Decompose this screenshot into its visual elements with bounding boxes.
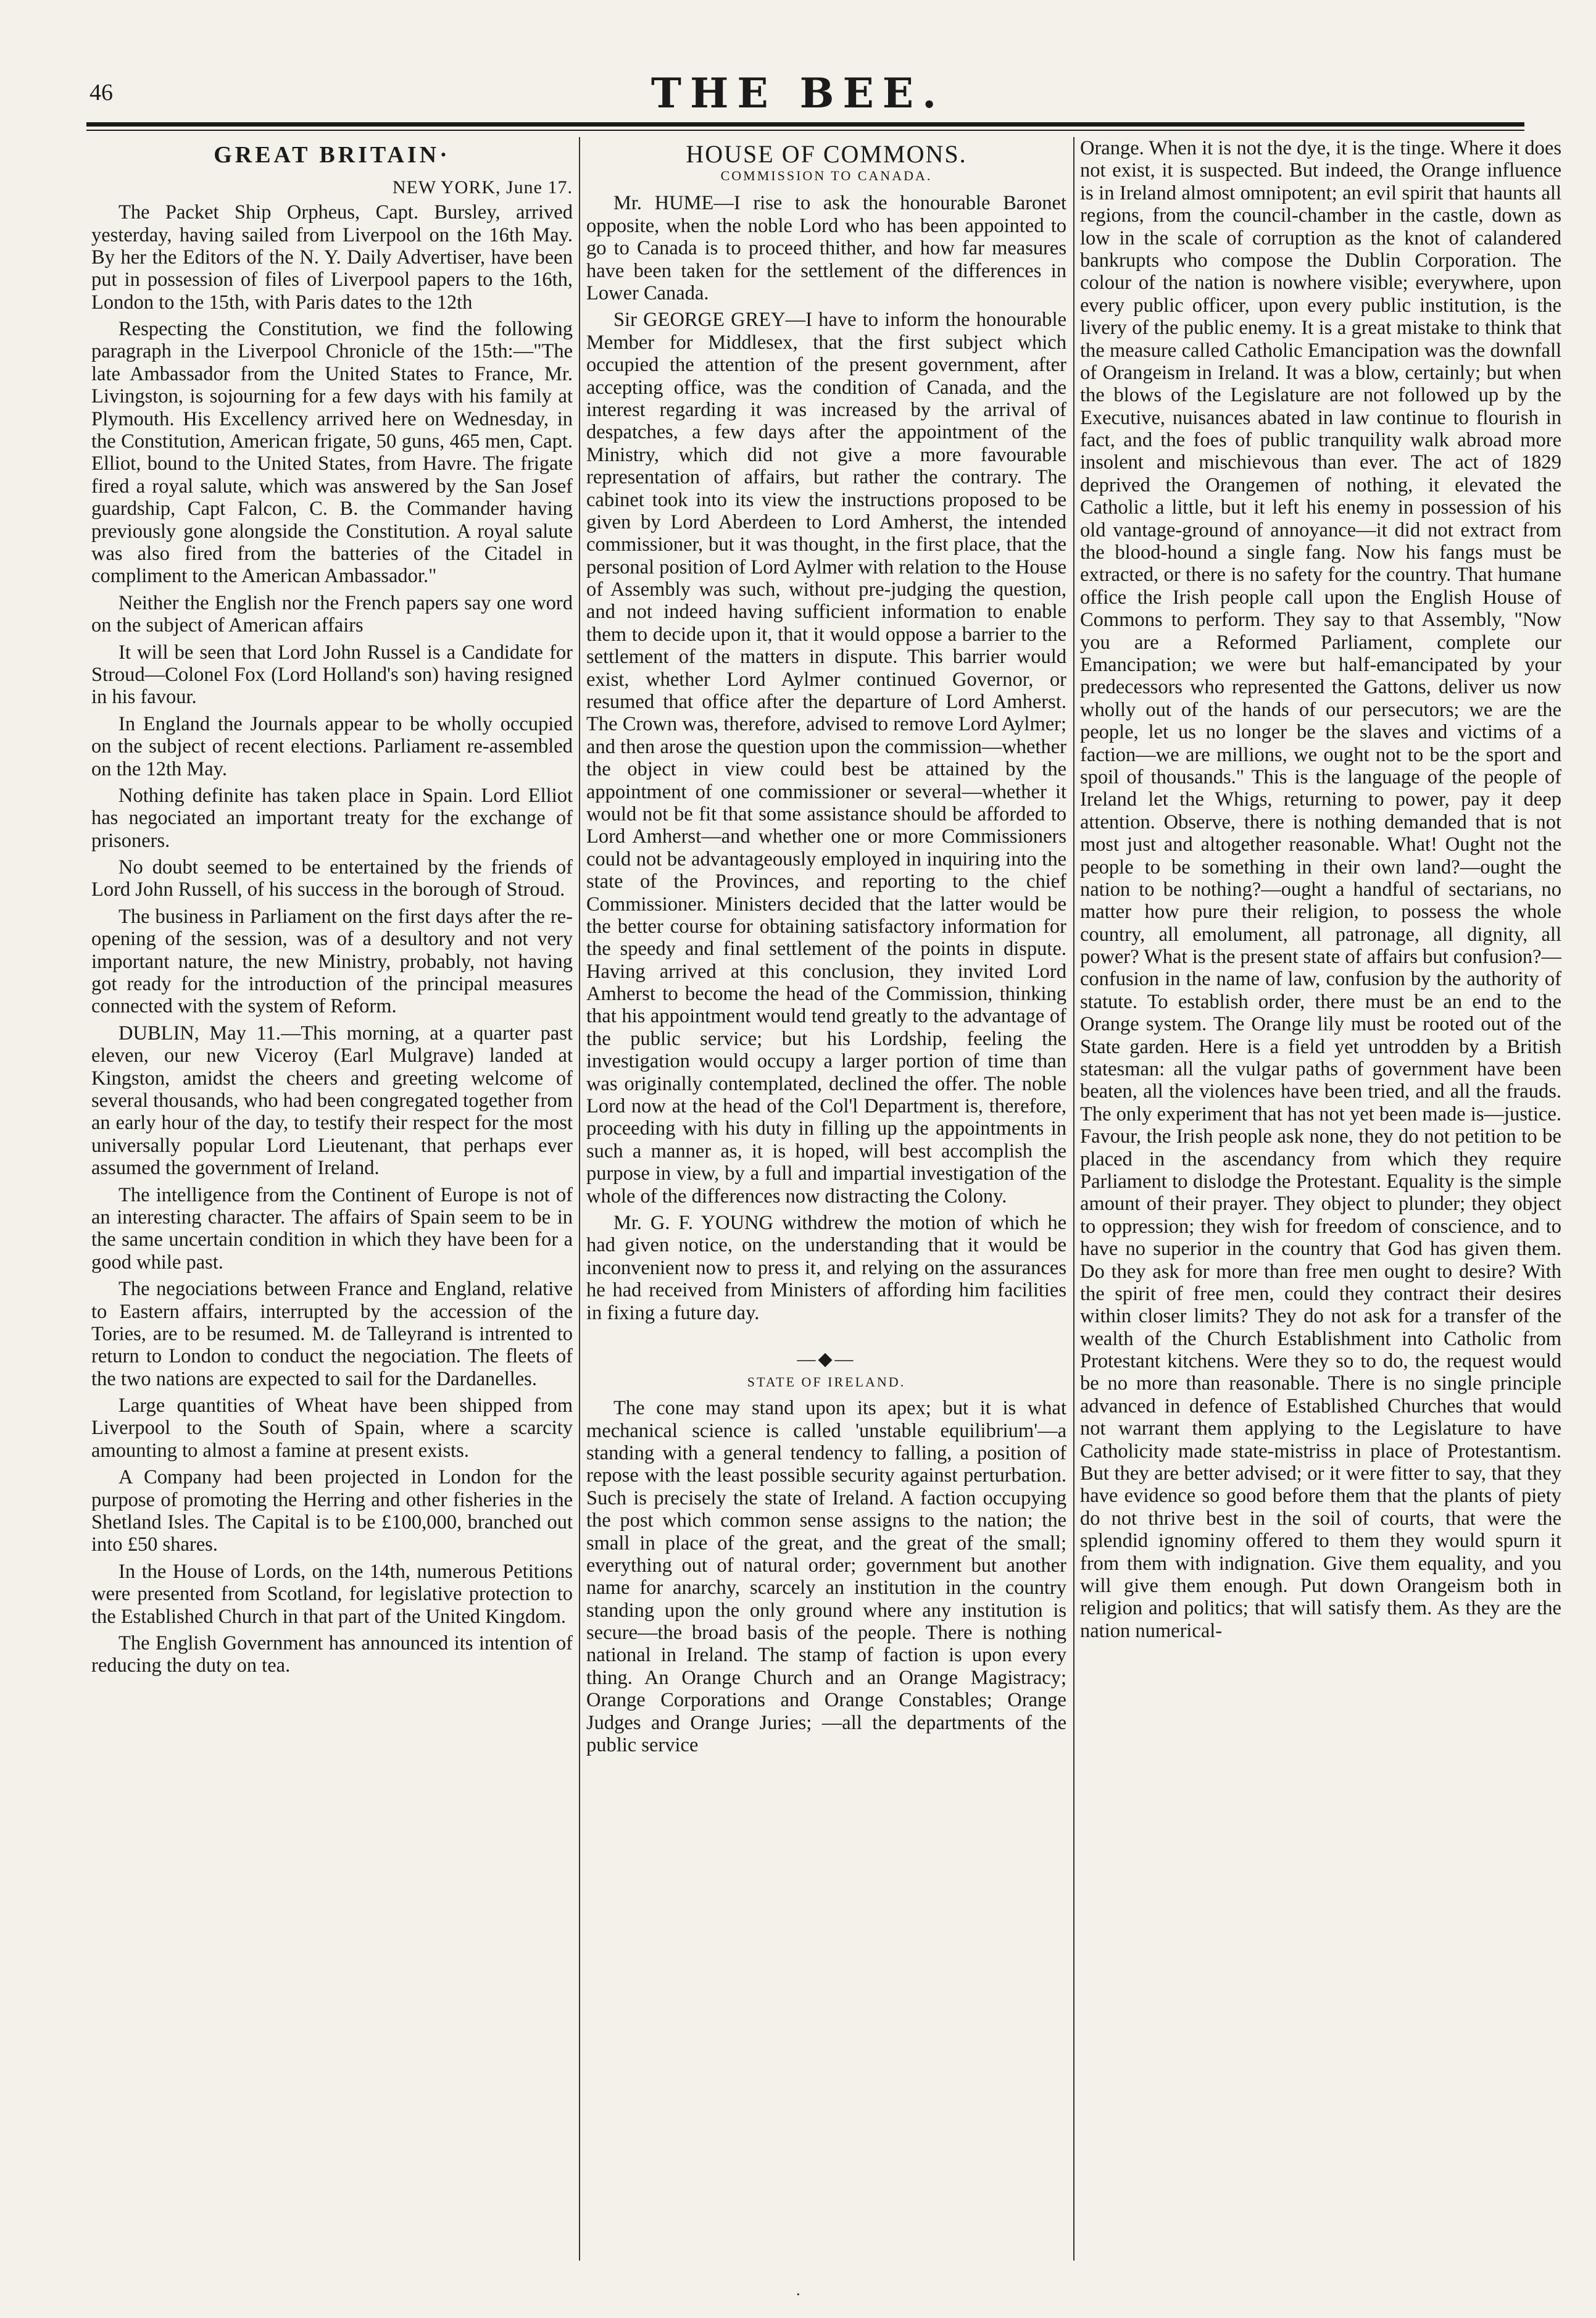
commission-subtitle: COMMISSION TO CANADA.: [720, 167, 933, 183]
article-paragraph: The business in Parliament on the first days after the re-opening of the session, was of a desultory and not very important nature, the new Ministry, probably, not having got ready for the introduction of the principal measures connected with the system of Reform.: [91, 905, 573, 1018]
article-paragraph: Mr. G. F. YOUNG withdrew the motion of which he had given notice, on the understanding that it would be inconvenient now to press it, and relying on the assurances he had received from Ministers of affording him facilities in fixing a future day.: [586, 1212, 1066, 1324]
article-paragraph: The English Government has announced its intention of reducing the duty on tea.: [91, 1632, 573, 1677]
article-paragraph: The intelligence from the Continent of Europe is not of an interesting character. The affairs of Spain seem to be in the same uncertain condition in which they have been for a good while past.: [91, 1183, 573, 1274]
column-divider: [1073, 137, 1074, 2261]
article-paragraph: Neither the English nor the French papers say one word on the subject of American affairs: [91, 591, 573, 637]
masthead-rule-thick: [86, 122, 1524, 127]
article-paragraph: In England the Journals appear to be wholly occupied on the subject of recent elections. Parliament re-assembled on the 12th May.: [91, 712, 573, 780]
article-paragraph: Sir GEORGE GREY—I have to inform the honourable Member for Middlesex, that the first subject which occupied the attention of the present government, after accepting office, was the condition of Canada, and the interest regarding it was increased by the arrival of despatches, a few days after the appointment of the Ministry, which did not give a more favourable representation of affairs, but rather the contrary. The cabinet took into its view the instructions proposed to be given by Lord Aberdeen to Lord Amherst, the intended commissioner, but it was thought, in the first place, that the personal position of Lord Aylmer with relation to the House of Assembly was such, without pre-judging the question, and not indeed having sufficient information to enable them to decide upon it, that it would oppose a barrier to the settlement of the matters in dispute. This barrier would exist, whether Lord Aylmer continued Governor, or resumed that office after the departure of Lord Amherst. The Crown was, therefore, advised to remove Lord Aylmer; and then arose the question upon the commission—whether the object in view could best be attained by the appointment of one commissioner or several—whether it would not be fit that some assistance should be afforded to Lord Amherst—and whether one or more Commissioners could not be advantageously employed in inquiring into the state of the Provinces, and reporting to the chief Commissioner. Ministers decided that the latter would be the better course for obtaining satisfactory information for the speedy and final settlement of the points in dispute. Having arrived at this conclusion, they invited Lord Amherst to become the head of the Commission, thinking that his appointment would tend greatly to the advantage of the public service; but his Lordship, feeling the investigation would occupy a larger portion of time than was originally contemplated, declined the offer. The noble Lord now at the head of the Col'l Department is, therefore, proceeding with his duty in filling up the appointments in such a manner as, it is hoped, will best accomplish the purpose in view, by a full and impartial investigation of the whole of the differences now distracting the Colony.: [586, 309, 1066, 1207]
column-3: [1080, 137, 1561, 2261]
article-paragraph: Mr. HUME—I rise to ask the honourable Baronet opposite, when the noble Lord who has been appointed to go to Canada is to proceed thither, and how far measures have been taken for the settlement of the differences in Lower Canada.: [586, 192, 1066, 304]
article-paragraph: Nothing definite has taken place in Spain. Lord Elliot has negociated an important treaty for the exchange of prisoners.: [91, 784, 573, 852]
article-paragraph: The Packet Ship Orpheus, Capt. Bursley, arrived yesterday, having sailed from Liverpool on the 16th May. By her the Editors of the N. Y. Daily Advertiser, have been put in possession of files of Liverpool papers to the 16th, London to the 15th, with Paris dates to the 12th: [91, 201, 573, 314]
house-of-commons-title: HOUSE OF COMMONS.: [686, 140, 967, 168]
article-paragraph: A Company had been projected in London for the purpose of promoting the Herring and other fisheries in the Shetland Isles. The Capital is to be £100,000, branched out into £50 shares.: [91, 1466, 573, 1556]
bottom-mark: .: [796, 2281, 800, 2299]
column-1: [91, 137, 573, 2261]
column-2: [586, 137, 1066, 2261]
article-paragraph: Orange. When it is not the dye, it is the tinge. Where it does not exist, it is suspected. But indeed, the Orange influence is in Ireland almost omnipotent; an evil spirit that haunts all regions, from the council-chamber in the castle, down as low in the scale of corruption as the knot of calandered bankrupts who compose the Dublin Corporation. The colour of the nation is nowhere visible; everywhere, upon every public officer, upon every public institution, is the livery of the public enemy. It is a great mistake to think that the measure called Catholic Emancipation was the downfall of Orangeism in Ireland. It was a blow, certainly; but when the blows of the Legislature are not followed up by the Executive, nuisances abated in law continue to flourish in fact, and the foes of public tranquility walk abroad more insolent and mischievous than ever. The act of 1829 deprived the Orangemen of nothing, it elevated the Catholic a little, but it left his enemy in possession of his old vantage-ground of annoyance—it did not extract from the blood-hound a single fang. Now his fangs must be extracted, or there is no safety for the country. That humane office the Irish people call upon the English House of Commons to perform. They say to that Assembly, "Now you are a Reformed Parliament, complete our Emancipation; we were but half-emancipated by your predecessors who represented the Gattons, deliver us now wholly out of the hands of our persecutors; we are the people, let us no longer be the slaves and victims of a faction—we are millions, we ought not to be the sport and spoil of thousands." This is the language of the people of Ireland let the Whigs, returning to power, pay it deep attention. Observe, there is nothing demanded that is not most just and altogether reasonable. What! Ought not the people to be something in their own land?—ought the nation to be nothing?—ought a handful of sectarians, no matter how pure their religion, to possess the whole country, all emolument, all patronage, all dignity, all power? What is the present state of affairs but confusion?—confusion in the name of law, confusion by the authority of statute. To establish order, there must be an end to the Orange system. The Orange lily must be rooted out of the State garden. Here is a field yet untrodden by a British statesman: all the vulgar paths of government have been beaten, all the violences have been tried, and all the frauds. The only experiment that has not yet been made is—justice. Favour, the Irish people ask none, they do not petition to be placed in the ascendancy from which they require Parliament to dislodge the Protestant. Equality is the simple amount of their prayer. They object to plunder; they object to oppression; they wish for freedom of conscience, and to have no superior in the country that God has given them. Do they ask for more than free men ought to desire? With the spirit of free men, could they contract their desires within closer limits? They do not ask for a transfer of the wealth of the Church Establishment into Catholic from Protestant kitchens. Were they so to do, the request would be no more than reasonable. There is no single principle advanced in defence of Established Churches that would not warrant them applying to the Legislature to have Catholicity made state-mistriss in place of Protestantism. But they are better advised; or it were fitter to say, that they have evidence so good before them that the plants of piety do not thrive best in the soil of courts, that were the splendid ignominy offered to them they would spurn it from them with indignation. Give them equality, and you will give them enough. Put down Orangeism both in religion and politics; that will satisfy them. As they are the nation numerical-: [1080, 137, 1561, 1642]
state-of-ireland-title: STATE OF IRELAND.: [747, 1374, 906, 1390]
section-ornament: —◆—: [797, 1348, 856, 1369]
article-paragraph: No doubt seemed to be entertained by the friends of Lord John Russell, of his success in the borough of Stroud.: [91, 856, 573, 901]
article-paragraph: DUBLIN, May 11.—This morning, at a quarter past eleven, our new Viceroy (Earl Mulgrave) landed at Kingston, amidst the cheers and greeting welcome of several thousands, who had been congregated together from an early hour of the day, to testify their respect for the most universally popular Lord Lieutenant, that perhaps ever assumed the government of Ireland.: [91, 1022, 573, 1180]
article-paragraph: Respecting the Constitution, we find the following paragraph in the Liverpool Chronicle of the 15th:—"The late Ambassador from the United States to France, Mr. Livingston, is sojourning for a few days with his family at Plymouth. His Excellency arrived here on Wednesday, in the Constitution, American frigate, 50 guns, 465 men, Capt. Elliot, bound to the United States, from Havre. The frigate fired a royal salute, which was answered by the San Josef guardship, Capt Falcon, C. B. the Commander having previously gone alongside the Constitution. A royal salute was also fired from the batteries of the Citadel in compliment to the American Ambassador.": [91, 318, 573, 588]
article-paragraph: The cone may stand upon its apex; but it is what mechanical science is called 'unstable equilibrium'—a standing with a general tendency to falling, a position of repose with the least possible security against perturbation. Such is precisely the state of Ireland. A faction occupying the post which common sense assigns to the nation; the small in place of the great, and the great of the small; everything out of natural order; government but another name for anarchy, scarcely an institution in the country standing upon the only ground where any institution is secure—the broad basis of the people. There is nothing national in Ireland. The stamp of faction is upon every thing. An Orange Church and an Orange Magistracy; Orange Corporations and Orange Constables; Orange Judges and Orange Juries; —all the departments of the public service: [586, 1397, 1066, 1757]
dateline: NEW YORK, June 17.: [392, 177, 573, 198]
article-paragraph: Large quantities of Wheat have been shipped from Liverpool to the South of Spain, where a scarcity amounting to almost a famine at present exists.: [91, 1395, 573, 1462]
section-title: GREAT BRITAIN·: [214, 142, 451, 168]
masthead-rule-thin: [86, 130, 1524, 131]
article-paragraph: In the House of Lords, on the 14th, numerous Petitions were presented from Scotland, for legislative protection to the Established Church in that part of the United Kingdom.: [91, 1560, 573, 1628]
page-number: 46: [89, 80, 113, 106]
column-divider: [579, 137, 580, 2261]
article-paragraph: It will be seen that Lord John Russel is a Candidate for Stroud—Colonel Fox (Lord Holland's son) having resigned in his favour.: [91, 641, 573, 709]
masthead: THE BEE.: [650, 69, 946, 117]
article-paragraph: The negociations between France and England, relative to Eastern affairs, interrupted by the accession of the Tories, are to be resumed. M. de Talleyrand is intrented to return to London to conduct the negociation. The fleets of the two nations are expected to sail for the Dardanelles.: [91, 1278, 573, 1390]
